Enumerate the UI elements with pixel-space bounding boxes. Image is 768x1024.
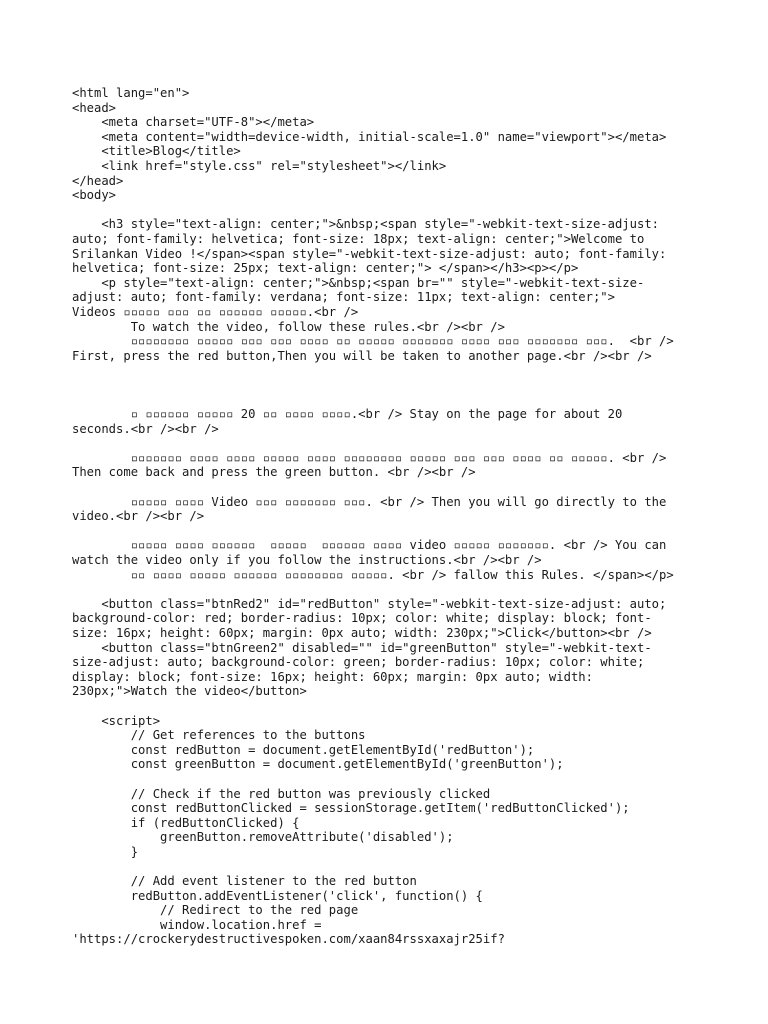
code-line: <body> bbox=[72, 188, 117, 203]
code-line: ▫▫▫▫▫▫▫▫ ▫▫▫▫▫ ▫▫▫ ▫▫▫ ▫▫▫▫ ▫▫ ▫▫▫▫▫ ▫▫▫▫▫▫▫ ▫▫▫▫ ▫▫▫ ▫▫▫▫▫▫▫ ▫▫▫. <br /> bbox=[72, 334, 674, 349]
code-line: 230px;">Watch the video</button> bbox=[72, 684, 307, 699]
code-line: <h3 style="text-align: center;">&nbsp;<span style="-webkit-text-size-adjust: bbox=[72, 217, 659, 232]
code-line: background-color: red; border-radius: 10px; color: white; display: block; font- bbox=[72, 611, 652, 626]
code-line bbox=[72, 699, 712, 714]
code-line: <p style="text-align: center;">&nbsp;<span br="" style="-webkit-text-size- bbox=[72, 275, 645, 290]
code-line: } bbox=[72, 844, 139, 859]
code-line: if (redButtonClicked) { bbox=[72, 815, 300, 830]
code-line: ▫▫▫▫▫▫▫ ▫▫▫▫ ▫▫▫▫ ▫▫▫▫▫ ▫▫▫▫ ▫▫▫▫▫▫▫▫ ▫▫▫▫▫ ▫▫▫ ▫▫▫ ▫▫▫▫ ▫▫ ▫▫▫▫▫. <br /> bbox=[72, 450, 667, 465]
code-line: ▫▫▫▫▫ ▫▫▫▫ Video ▫▫▫ ▫▫▫▫▫▫▫ ▫▫▫. <br /> Then you will go directly to the bbox=[72, 494, 667, 509]
code-line bbox=[72, 524, 712, 539]
code-line: const greenButton = document.getElementById('greenButton'); bbox=[72, 757, 564, 772]
code-line: <button class="btnRed2" id="redButton" style="-webkit-text-size-adjust: auto; bbox=[72, 596, 667, 611]
code-line: auto; font-family: helvetica; font-size: 18px; text-align: center;">Welcome to bbox=[72, 231, 645, 246]
code-line: First, press the red button,Then you will be taken to another page.<br /><br /> bbox=[72, 348, 652, 363]
code-line: Srilankan Video !</span><span style="-webkit-text-size-adjust: auto; font-family: bbox=[72, 246, 667, 261]
source-code-document bbox=[72, 86, 712, 947]
code-line: // Add event listener to the red button bbox=[72, 874, 417, 889]
code-line: Then come back and press the green button. <br /><br /> bbox=[72, 465, 476, 480]
code-line: size-adjust: auto; background-color: green; border-radius: 10px; color: white; bbox=[72, 655, 645, 670]
code-line: To watch the video, follow these rules.<br /><br /> bbox=[72, 319, 505, 334]
code-line bbox=[72, 378, 712, 393]
code-line: adjust: auto; font-family: verdana; font-size: 11px; text-align: center;"> bbox=[72, 290, 615, 305]
code-line: size: 16px; height: 60px; margin: 0px auto; width: 230px;">Click</button><br /> bbox=[72, 625, 652, 640]
code-line bbox=[72, 859, 712, 874]
code-line: helvetica; font-size: 25px; text-align: center;"> </span></h3><p></p> bbox=[72, 261, 579, 276]
code-line bbox=[72, 203, 712, 218]
code-line: const redButton = document.getElementById('redButton'); bbox=[72, 742, 535, 757]
code-line: ▫▫▫▫▫ ▫▫▫▫ ▫▫▫▫▫▫ ▫▫▫▫▫ ▫▫▫▫▫▫ ▫▫▫▫ video ▫▫▫▫▫ ▫▫▫▫▫▫▫. <br /> You can bbox=[72, 538, 667, 553]
code-line: <meta charset="UTF-8"></meta> bbox=[72, 115, 315, 130]
code-line bbox=[72, 582, 712, 597]
code-line: // Get references to the buttons bbox=[72, 728, 366, 743]
code-line: </head> bbox=[72, 173, 124, 188]
code-line bbox=[72, 772, 712, 787]
code-line: <button class="btnGreen2" disabled="" id="greenButton" style="-webkit-text- bbox=[72, 640, 652, 655]
code-line: // Redirect to the red page bbox=[72, 903, 359, 918]
code-line: greenButton.removeAttribute('disabled'); bbox=[72, 830, 454, 845]
code-line: ▫ ▫▫▫▫▫▫ ▫▫▫▫▫ 20 ▫▫ ▫▫▫▫ ▫▫▫▫.<br /> Stay on the page for about 20 bbox=[72, 407, 623, 422]
code-line bbox=[72, 436, 712, 451]
code-line: seconds.<br /><br /> bbox=[72, 421, 219, 436]
code-line: 'https://crockerydestructivespoken.com/xaan84rssxaxajr25if? bbox=[72, 932, 505, 947]
code-line: <meta content="width=device-width, initial-scale=1.0" name="viewport"></meta> bbox=[72, 129, 667, 144]
code-line: <head> bbox=[72, 100, 117, 115]
code-line: redButton.addEventListener('click', function() { bbox=[72, 888, 483, 903]
code-line bbox=[72, 480, 712, 495]
code-line bbox=[72, 392, 712, 407]
code-line: display: block; font-size: 16px; height: 60px; margin: 0px auto; width: bbox=[72, 669, 593, 684]
code-line bbox=[72, 363, 712, 378]
code-line: ▫▫ ▫▫▫▫ ▫▫▫▫▫ ▫▫▫▫▫▫ ▫▫▫▫▫▫▫▫ ▫▫▫▫▫. <br /> fallow this Rules. </span></p> bbox=[72, 567, 674, 582]
code-line: watch the video only if you follow the instructions.<br /><br /> bbox=[72, 553, 542, 567]
code-line: <link href="style.css" rel="stylesheet"></link> bbox=[72, 158, 447, 173]
code-line: const redButtonClicked = sessionStorage.getItem('redButtonClicked'); bbox=[72, 801, 630, 816]
code-line: // Check if the red button was previously clicked bbox=[72, 786, 491, 801]
code-line: window.location.href = bbox=[72, 917, 322, 932]
code-line: video.<br /><br /> bbox=[72, 509, 205, 524]
code-line: <title>Blog</title> bbox=[72, 144, 241, 159]
code-line: <html lang="en"> bbox=[72, 86, 190, 100]
code-line: Videos ▫▫▫▫▫ ▫▫▫ ▫▫ ▫▫▫▫▫▫ ▫▫▫▫▫.<br /> bbox=[72, 304, 359, 319]
code-line: <script> bbox=[72, 713, 161, 728]
